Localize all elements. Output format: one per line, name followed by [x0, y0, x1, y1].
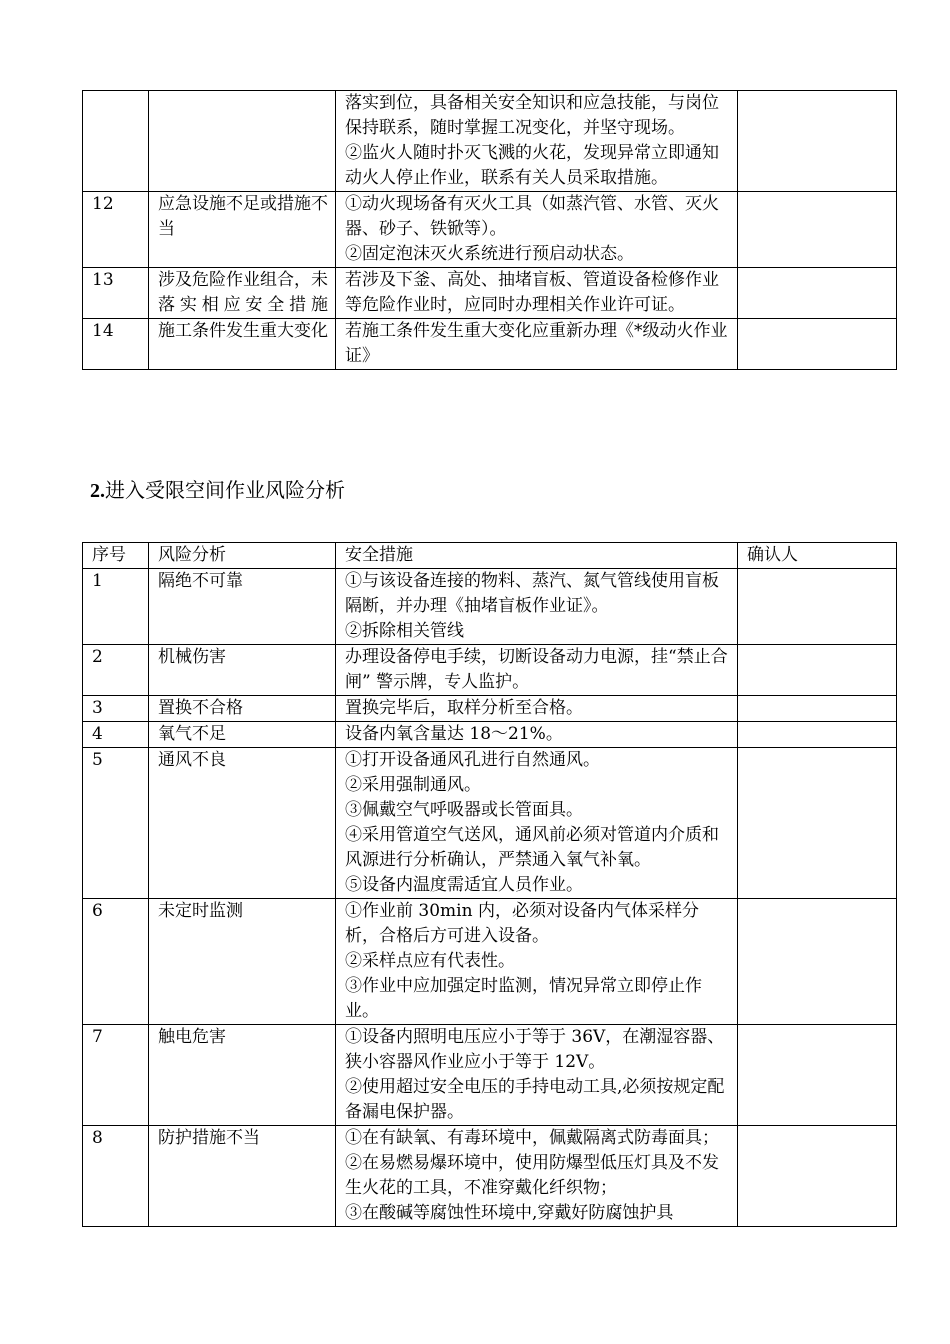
- row-number-cell: 4: [83, 722, 149, 748]
- row-number-cell: 12: [83, 192, 149, 268]
- confined-space-risk-table: [82, 542, 897, 1227]
- risk-cell: [149, 91, 336, 192]
- measures-cell: 落实到位，具备相关安全知识和应急技能，与岗位保持联系，随时掌握工况变化，并坚守现场。 ②监火人随时扑灭飞溅的火花，发现异常立即通知动火人停止作业，联系有关人员采取措施。: [336, 91, 738, 192]
- header-confirm: 确认人: [738, 543, 897, 569]
- risk-cell: 应急设施不足或措施不当: [149, 192, 336, 268]
- confirm-cell[interactable]: [738, 696, 897, 722]
- measures-cell: ①在有缺氧、有毒环境中，佩戴隔离式防毒面具； ②在易燃易爆环境中，使用防爆型低压灯具及不发生火花的工具，不准穿戴化纤织物； ③在酸碱等腐蚀性环境中,穿戴好防腐蚀护具: [336, 1126, 738, 1227]
- header-no: 序号: [83, 543, 149, 569]
- row-number-cell: 8: [83, 1126, 149, 1227]
- risk-cell: 机械伤害: [149, 645, 336, 696]
- confirm-cell[interactable]: [738, 899, 897, 1025]
- header-risk: 风险分析: [149, 543, 336, 569]
- confirm-cell[interactable]: [738, 748, 897, 899]
- row-number-cell: 13: [83, 268, 149, 319]
- row-number-cell: 2: [83, 645, 149, 696]
- confirm-cell[interactable]: [738, 319, 897, 370]
- risk-cell: 施工条件发生重大变化: [149, 319, 336, 370]
- section-title: 进入受限空间作业风险分析: [105, 478, 345, 502]
- row-number-cell: 14: [83, 319, 149, 370]
- measures-cell: ①动火现场备有灭火工具（如蒸汽管、水管、灭火器、砂子、铁锨等）。 ②固定泡沫灭火系统进行预启动状态。: [336, 192, 738, 268]
- section-number: 2.: [90, 480, 105, 502]
- measures-cell: 办理设备停电手续，切断设备动力电源，挂“禁止合闸” 警示牌，专人监护。: [336, 645, 738, 696]
- risk-cell: 置换不合格: [149, 696, 336, 722]
- risk-cell: 未定时监测: [149, 899, 336, 1025]
- risk-cell: 氧气不足: [149, 722, 336, 748]
- row-number-cell: 3: [83, 696, 149, 722]
- table-row: [83, 569, 897, 645]
- confirm-cell[interactable]: [738, 192, 897, 268]
- measures-cell: 若施工条件发生重大变化应重新办理《*级动火作业证》: [336, 319, 738, 370]
- table-row: [83, 192, 897, 268]
- table-row: [83, 748, 897, 899]
- table-row: [83, 1025, 897, 1126]
- section-heading: [90, 476, 345, 505]
- confirm-cell[interactable]: [738, 268, 897, 319]
- measures-cell: ①设备内照明电压应小于等于 36V，在潮湿容器、狭小容器风作业应小于等于 12V。 ②使用超过安全电压的手持电动工具,必须按规定配备漏电保护器。: [336, 1025, 738, 1126]
- table-row: [83, 645, 897, 696]
- measures-cell: ①与该设备连接的物料、蒸汽、氮气管线使用盲板隔断，并办理《抽堵盲板作业证》。 ②拆除相关管线: [336, 569, 738, 645]
- row-number-cell: 5: [83, 748, 149, 899]
- row-number-cell: 6: [83, 899, 149, 1025]
- hot-work-risk-table-continued: [82, 90, 897, 370]
- table-row: [83, 1126, 897, 1227]
- risk-cell: 隔绝不可靠: [149, 569, 336, 645]
- measures-cell: 置换完毕后，取样分析至合格。: [336, 696, 738, 722]
- header-measures: 安全措施: [336, 543, 738, 569]
- table-row: [83, 722, 897, 748]
- risk-cell: 防护措施不当: [149, 1126, 336, 1227]
- confirm-cell[interactable]: [738, 91, 897, 192]
- confirm-cell[interactable]: [738, 1025, 897, 1126]
- row-number-cell: [83, 91, 149, 192]
- table-row: [83, 91, 897, 192]
- measures-cell: 设备内氧含量达 18～21%。: [336, 722, 738, 748]
- confirm-cell[interactable]: [738, 1126, 897, 1227]
- confirm-cell[interactable]: [738, 645, 897, 696]
- risk-cell: 涉及危险作业组合，未落实相应安全措施: [149, 268, 336, 319]
- table-row: [83, 268, 897, 319]
- row-number-cell: 7: [83, 1025, 149, 1126]
- confirm-cell[interactable]: [738, 722, 897, 748]
- measures-cell: 若涉及下釜、高处、抽堵盲板、管道设备检修作业等危险作业时，应同时办理相关作业许可证。: [336, 268, 738, 319]
- table-row: [83, 899, 897, 1025]
- risk-cell: 触电危害: [149, 1025, 336, 1126]
- row-number-cell: 1: [83, 569, 149, 645]
- measures-cell: ①打开设备通风孔进行自然通风。 ②采用强制通风。 ③佩戴空气呼吸器或长管面具。 ④采用管道空气送风，通风前必须对管道内介质和风源进行分析确认，严禁通入氧气补氧。 ⑤设备内温度需适宜人员作业。: [336, 748, 738, 899]
- table-row: [83, 319, 897, 370]
- table-row: [83, 696, 897, 722]
- table-header-row: [83, 543, 897, 569]
- risk-cell: 通风不良: [149, 748, 336, 899]
- measures-cell: ①作业前 30min 内，必须对设备内气体采样分析，合格后方可进入设备。 ②采样点应有代表性。 ③作业中应加强定时监测，情况异常立即停止作业。: [336, 899, 738, 1025]
- confirm-cell[interactable]: [738, 569, 897, 645]
